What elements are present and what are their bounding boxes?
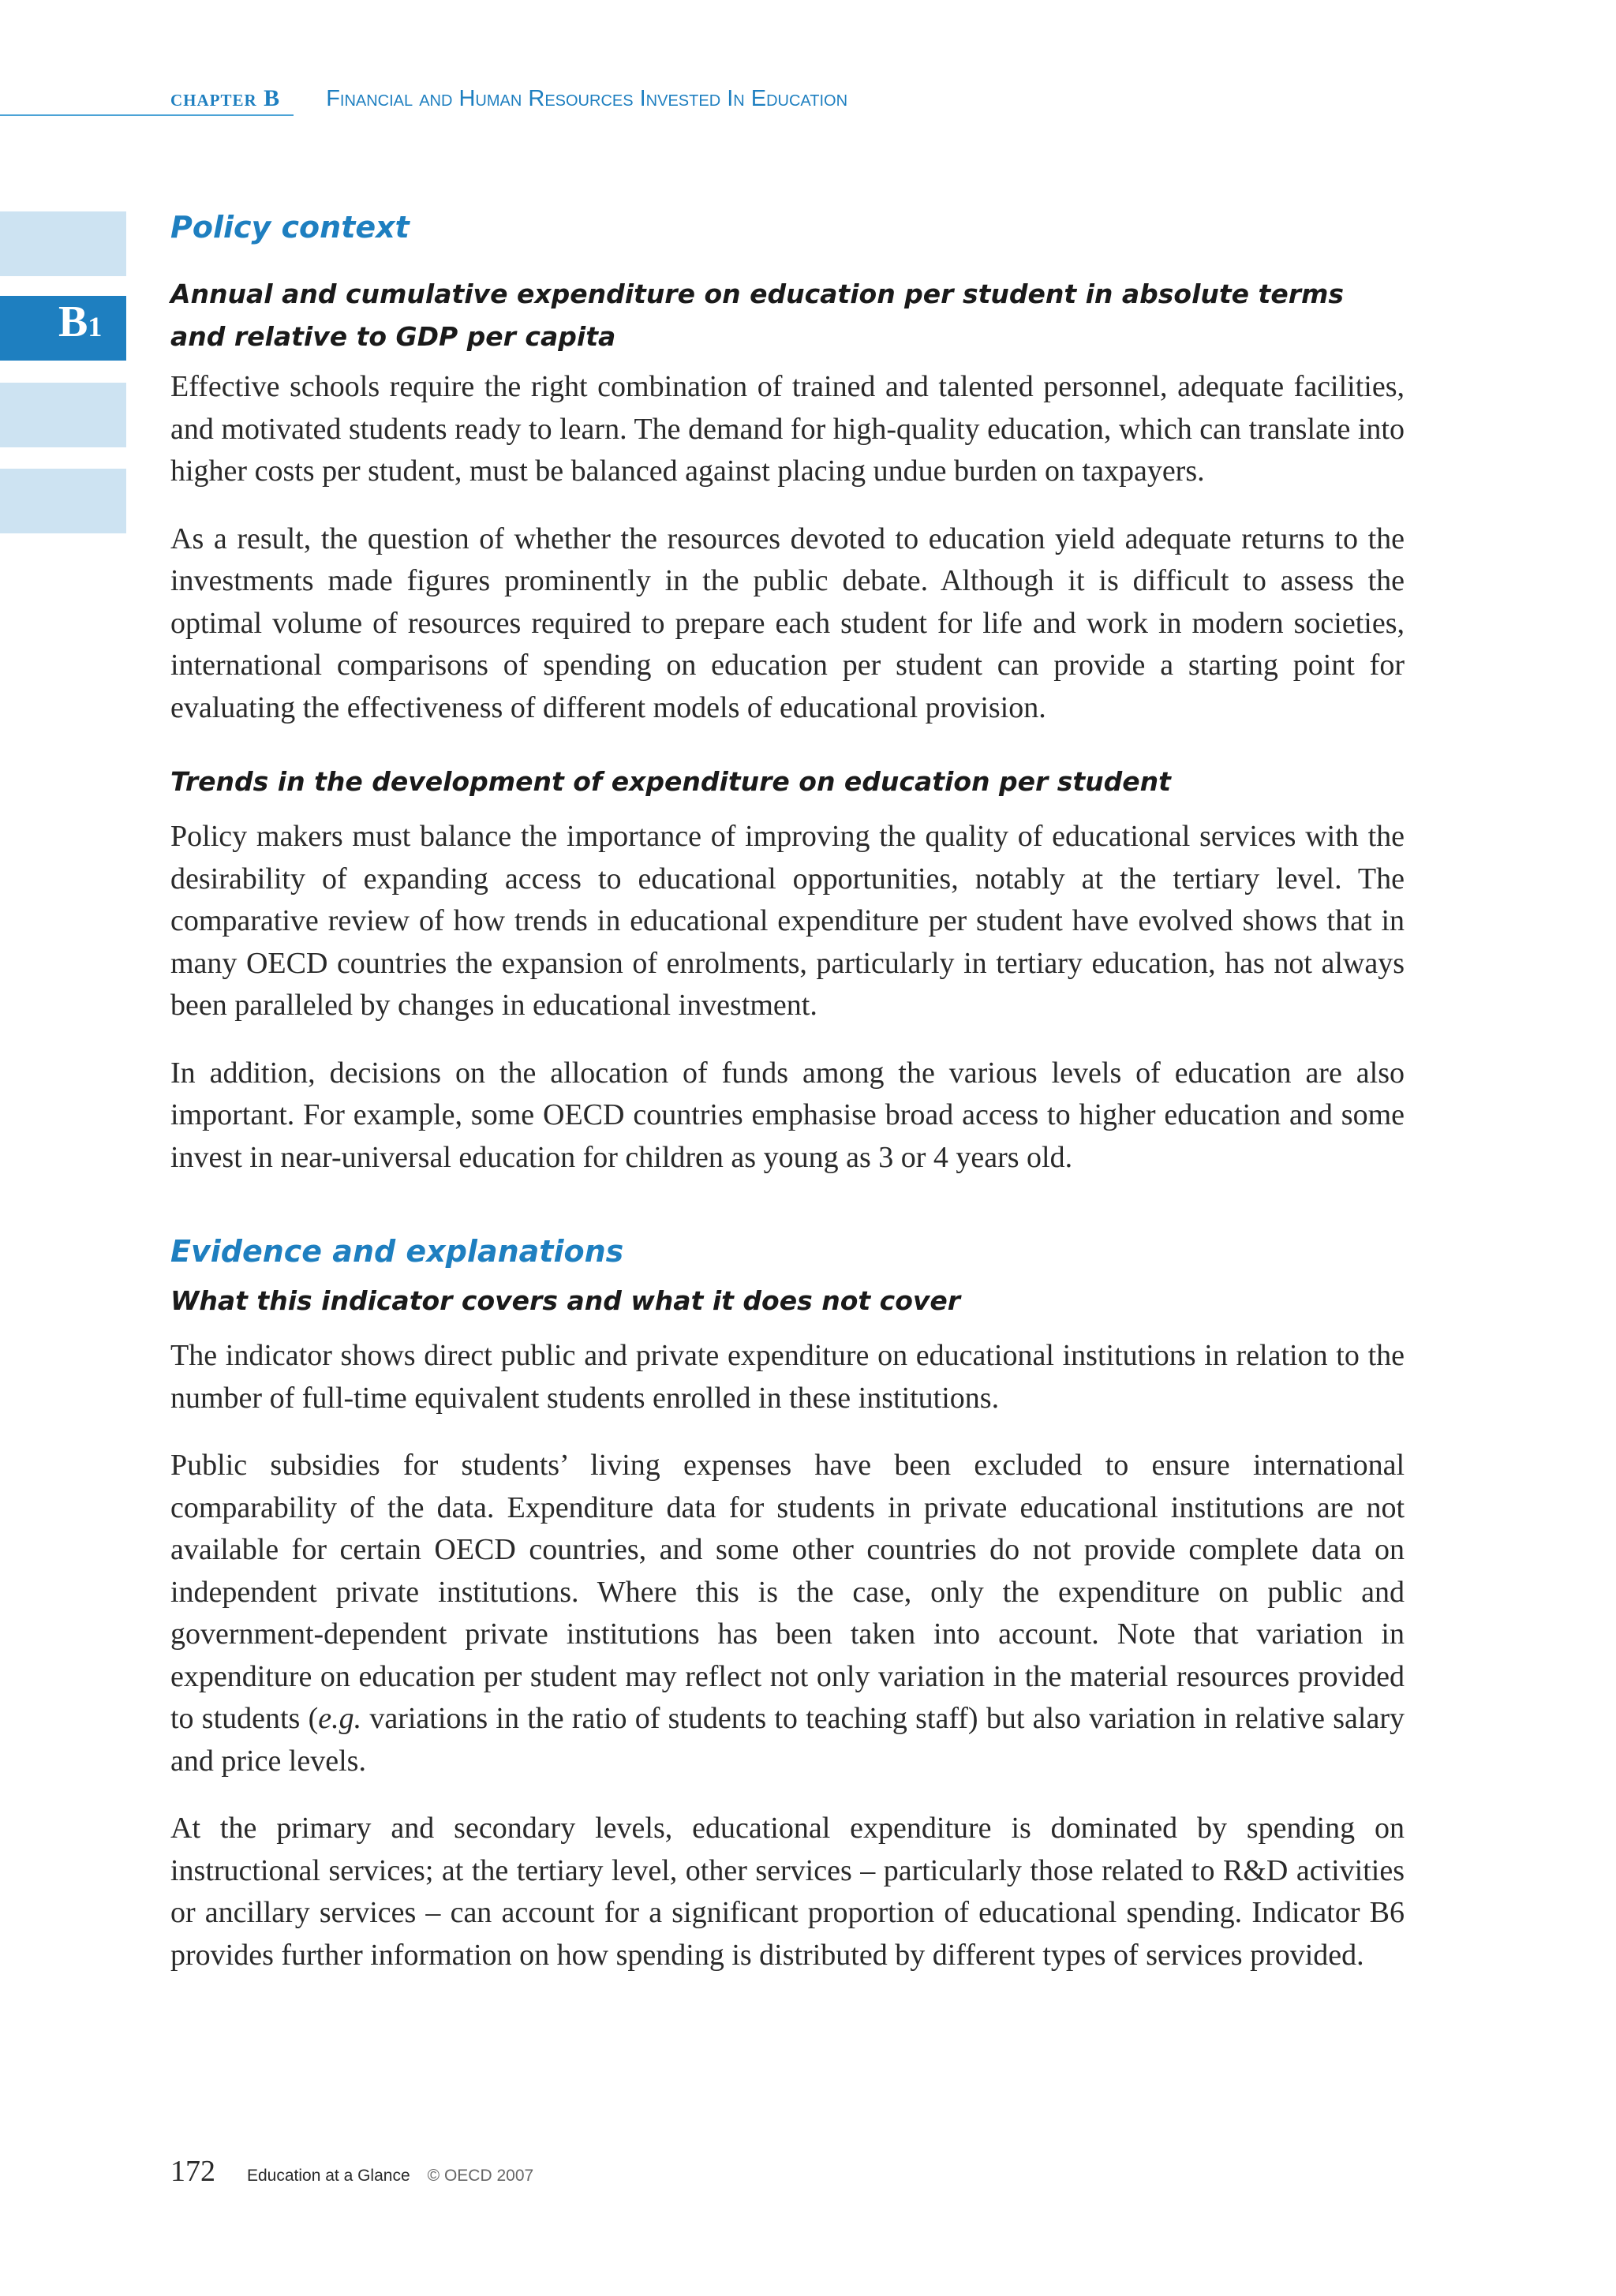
subheading-trends: Trends in the development of expenditure on education per student (170, 766, 1171, 797)
chapter-title: Financial and Human Resources Invested In Education (326, 86, 848, 111)
subheading-annual-cumulative: Annual and cumulative expenditure on education per student in absolute terms and relative to GDP per capita (170, 279, 1345, 352)
paragraph: At the primary and secondary levels, educational expenditure is dominated by spending on instructional services; at the tertiary level, other services – particularly those related to R&D activities or ancillary services – can account for a significant proportion of educational spending. Indicator B6 provides further information on how spending is distributed by different types of services provided. (170, 1812, 1405, 1972)
paragraph: The indicator shows direct public and private expenditure on educational institutions in relation to the number of full-time equivalent students enrolled in these institutions. (170, 1339, 1405, 1415)
page-number: 172 (170, 2155, 215, 2188)
paragraph: Public subsidies for students’ living expenses have been excluded to ensure international comparability of the data. Expenditure data for students in private educational institutions are not available for certain OECD countries, and some other countries do not provide complete data on independent private institutions. Where this is the case, only the expenditure on public and government-dependent private institutions has been taken into account. Note that variation in expenditure on education per student may reflect not only variation in the material resources provided to students (e.g. variations in the ratio of students to teaching staff) but also variation in relative salary and price levels. (170, 1449, 1405, 1778)
paragraph: Effective schools require the right combination of trained and talented personnel, adequate facilities, and motivated students ready to learn. The demand for high-quality education, which can translate into higher costs per student, must be balanced against placing undue burden on taxpayers. (170, 370, 1405, 488)
running-header (170, 85, 847, 112)
paragraph: Policy makers must balance the importance of improving the quality of educational services with the desirability of expanding access to educational opportunities, notably at the tertiary level. The comparative review of how trends in educational expenditure per student have evolved shows that in many OECD countries the expansion of enrolments, particularly in tertiary education, has not always been paralleled by changes in educational investment. (170, 820, 1405, 1022)
copyright: © OECD 2007 (427, 2167, 534, 2185)
side-tab-4 (0, 469, 126, 533)
paragraph: As a result, the question of whether the resources devoted to education yield adequate returns to the investments made figures prominently in the public debate. Although it is difficult to assess the optimal volume of resources required to prepare each student for life and work in modern societies, international comparisons of spending on education per student can provide a starting point for evaluating the effectiveness of different models of educational provision. (170, 522, 1405, 724)
page-footer (170, 2154, 533, 2189)
side-tab-1 (0, 211, 126, 276)
section-heading-policy-context: Policy context (170, 210, 410, 245)
publication-title: Education at a Glance (247, 2167, 410, 2185)
side-tab-3 (0, 383, 126, 447)
main-content (170, 204, 1405, 1976)
subheading-indicator-coverage: What this indicator covers and what it does not cover (170, 1285, 961, 1316)
section-heading-evidence: Evidence and explanations (170, 1234, 624, 1269)
paragraph: In addition, decisions on the allocation of funds among the various levels of education are also important. For example, some OECD countries emphasise broad access to higher education and some invest in near-universal education for children as young as 3 or 4 years old. (170, 1056, 1405, 1174)
indicator-tab-label: B1 (58, 297, 103, 346)
chapter-label: chapter B (170, 85, 281, 111)
header-rule (0, 114, 294, 116)
